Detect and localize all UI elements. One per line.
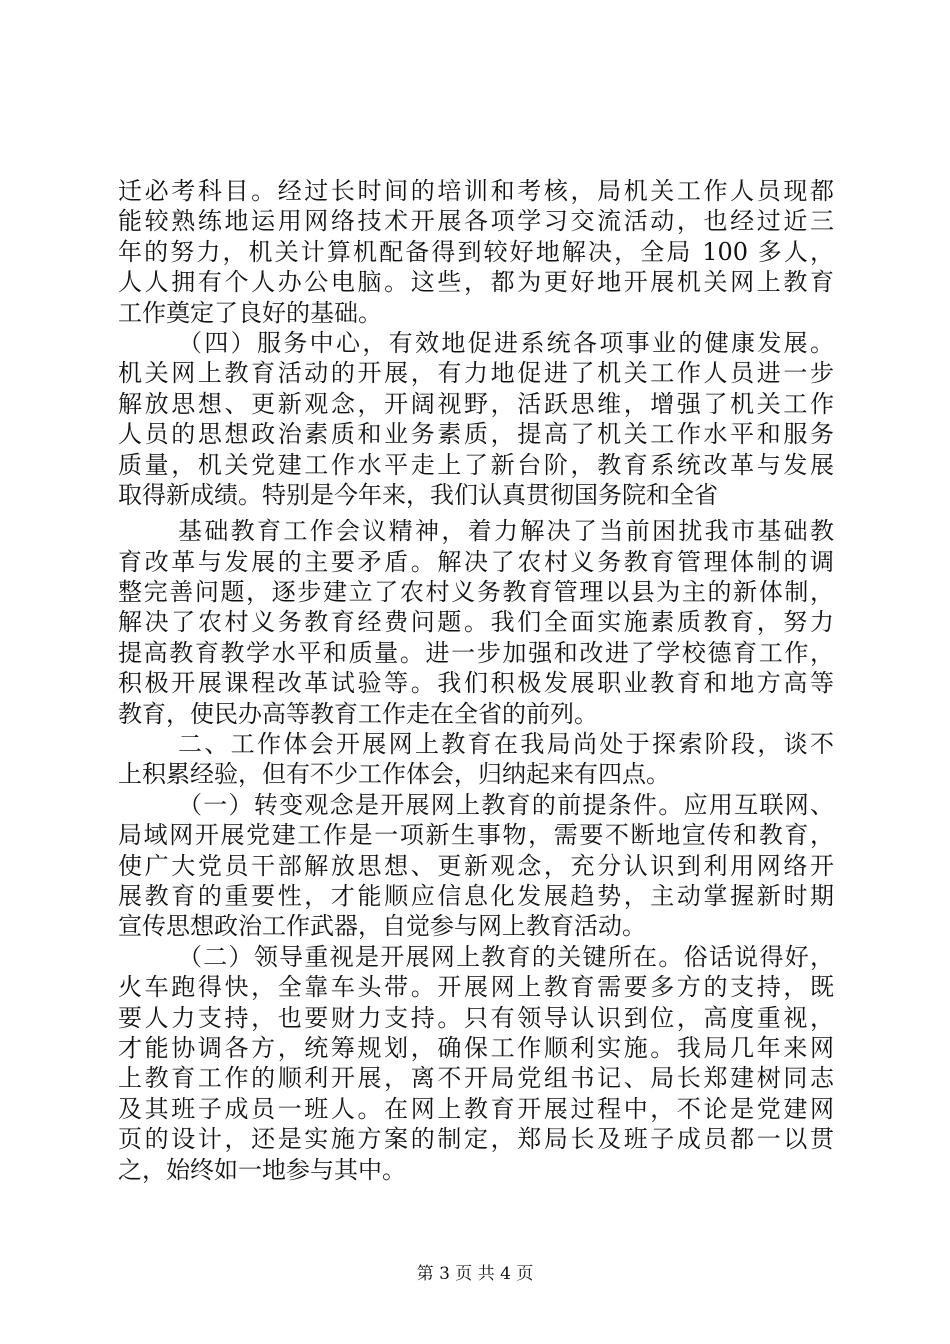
text-line: 基础教育工作会议精神，着力解决了当前困扰我市基础教 [178, 517, 834, 546]
text-line: 及其班子成员一班人。在网上教育开展过程中，不论是党建网 [118, 1094, 834, 1123]
text-line: 人员的思想政治素质和业务素质，提高了机关工作水平和服务 [118, 420, 834, 449]
text-line: 页的设计，还是实施方案的制定，郑局长及班子成员都一以贯 [118, 1125, 834, 1154]
text-line: 年的努力，机关计算机配备得到较好地解决，全局 100 多人， [118, 237, 834, 266]
text-line: 之，始终如一地参与其中。 [118, 1155, 406, 1184]
text-line: 工作奠定了良好的基础。 [118, 298, 382, 327]
text-line: 解放思想、更新观念，开阔视野，活跃思维，增强了机关工作 [118, 389, 834, 418]
text-line: 机关网上教育活动的开展，有力地促进了机关工作人员进一步 [118, 359, 834, 388]
text-line: 质量，机关党建工作水平走上了新台阶，教育系统改革与发展 [118, 450, 834, 479]
text-line: （一）转变观念是开展网上教育的前提条件。应用互联网、 [178, 790, 834, 819]
text-line: 才能协调各方，统筹规划，确保工作顺利实施。我局几年来网 [118, 1033, 834, 1062]
text-line: 整完善问题，逐步建立了农村义务教育管理以县为主的新体制， [118, 578, 834, 607]
text-line: 局域网开展党建工作是一项新生事物，需要不断地宣传和教育， [118, 821, 834, 850]
text-line: 能较熟练地运用网络技术开展各项学习交流活动，也经过近三 [118, 207, 834, 236]
text-line: 火车跑得快，全靠车头带。开展网上教育需要多方的支持，既 [118, 973, 834, 1002]
text-line: （四）服务中心，有效地促进系统各项事业的健康发展。 [178, 328, 834, 357]
text-line: （二）领导重视是开展网上教育的关键所在。俗话说得好， [178, 942, 834, 971]
text-line: 解决了农村义务教育经费问题。我们全面实施素质教育，努力 [118, 608, 834, 637]
text-line: 要人力支持，也要财力支持。只有领导认识到位，高度重视， [118, 1003, 834, 1032]
text-line: 取得新成绩。特别是今年来，我们认真贯彻国务院和全省 [118, 480, 718, 509]
text-line: 展教育的重要性，才能顺应信息化发展趋势，主动掌握新时期 [118, 881, 834, 910]
text-line: 上教育工作的顺利开展，离不开局党组书记、局长郑建树同志 [118, 1064, 834, 1093]
text-line: 积极开展课程改革试验等。我们积极发展职业教育和地方高等 [118, 669, 834, 698]
document-body [118, 176, 834, 1185]
text-line: 宣传思想政治工作武器，自觉参与网上教育活动。 [118, 912, 646, 941]
text-line: 使广大党员干部解放思想、更新观念，充分认识到利用网络开 [118, 851, 834, 880]
page-number: 第 3 页 共 4 页 [416, 1264, 534, 1284]
text-line: 人人拥有个人办公电脑。这些，都为更好地开展机关网上教育 [118, 268, 834, 297]
text-line: 提高教育教学水平和质量。进一步加强和改进了学校德育工作， [118, 638, 834, 667]
text-line: 二、工作体会开展网上教育在我局尚处于探索阶段，谈不 [178, 730, 834, 759]
text-line: 迁必考科目。经过长时间的培训和考核，局机关工作人员现都 [118, 177, 834, 205]
text-line: 教育，使民办高等教育工作走在全省的前列。 [118, 699, 598, 728]
text-line: 上积累经验，但有不少工作体会，归纳起来有四点。 [118, 760, 670, 789]
text-line: 育改革与发展的主要矛盾。解决了农村义务教育管理体制的调 [118, 547, 834, 576]
